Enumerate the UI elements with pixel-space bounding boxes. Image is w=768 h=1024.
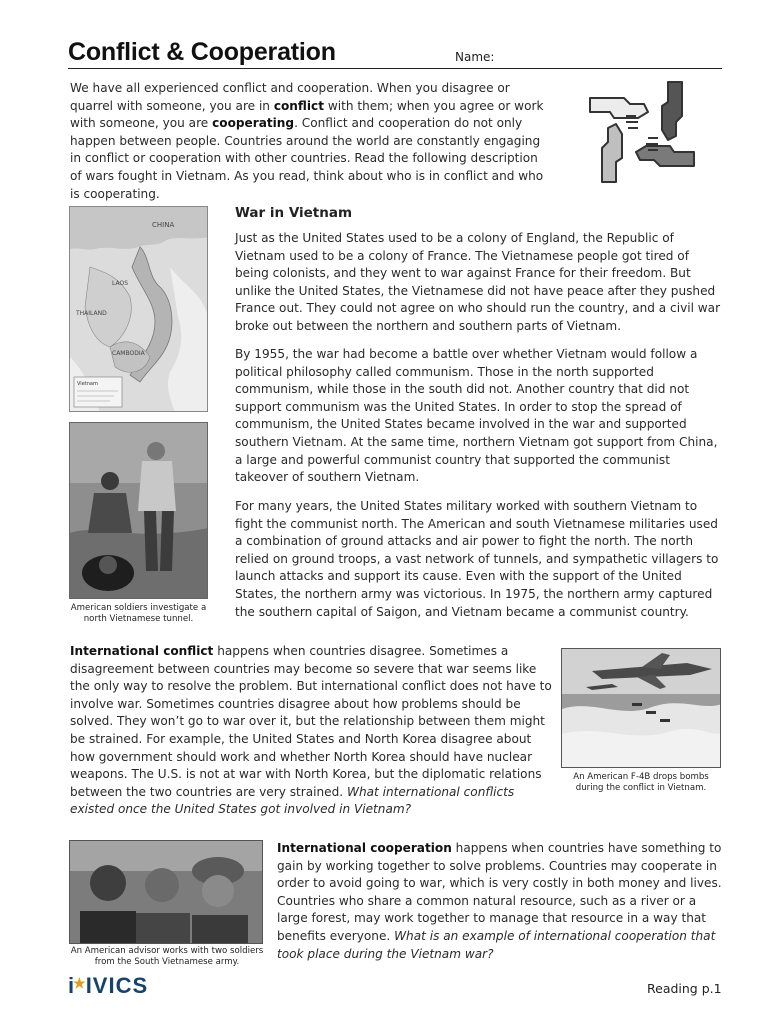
war-in-vietnam-heading: War in Vietnam (235, 205, 353, 221)
star-icon: ★ (73, 975, 87, 991)
war-paragraph-1: Just as the United States used to be a colony of England, the Republic of Vietnam used to be a colony of France. The Vietnamese people got tired of being colonists, and they went to war against France for their freedom. But unlike the United States, the Vietnamese did not have peace after they pushed France out. They could not agree on who should run the country, and a civil war broke out between the northern and southern parts of Vietnam. (235, 231, 721, 333)
advisor-caption: An American advisor works with two soldiers from the South Vietnamese army. (70, 946, 264, 967)
conflict-term: conflict (273, 98, 324, 113)
map-label-china: CHINA (152, 221, 175, 229)
cooperation-question: What is an example of international cooperation that took place during the Vietnam war? (277, 928, 716, 961)
jet-caption: An American F-4B drops bombs during the conflict in Vietnam. (573, 772, 709, 793)
international-cooperation-paragraph: International cooperation happens when countries have something to gain by working together to solve problems. Countries may cooperate in order to avoid going to war, which is very costly in both money and lives. Countries who share a common natural resource, such as a river or a large forest, may work together to manage that resource in a way that benefits everyone. What is an example of international cooperation that took place during the Vietnam war? (277, 841, 722, 961)
title-underline (68, 68, 722, 69)
f4b-jet-photo (561, 648, 721, 768)
international-cooperation-term: International cooperation (277, 841, 452, 855)
map-label-laos: LAOS (112, 280, 129, 287)
advisor-photo (69, 840, 263, 944)
international-conflict-term: International conflict (70, 644, 214, 658)
intro-paragraph: We have all experienced conflict and cooperation. When you disagree or quarrel with someone, you are in conflict with them; when you agree or work with someone, you are cooperating. Conflict and cooperation do not only happen between people. Countries around the world are constantly engaging in conflict or cooperation with other countries. Read the following description of wars fought in Vietnam. As you read, think about who is in conflict and who is cooperating. (70, 81, 544, 201)
name-label: Name: (455, 50, 495, 64)
cooperating-term: cooperating (212, 116, 295, 131)
page-title: Conflict & Cooperation (68, 38, 336, 66)
icivics-logo: i★IVICS (68, 973, 149, 998)
interlocked-hands-image (582, 78, 702, 186)
vietnam-map (69, 206, 208, 412)
war-paragraph-3: For many years, the United States military worked with southern Vietnam to fight the communist north. The American and south Vietnamese militaries used a combination of ground attacks and air power to fight the north. The north relied on ground troops, a vast network of tunnels, and sympathetic villagers to launch attacks and support its cause. Even with the support of the United States, the northern army was victorious. In 1975, the northern army captured the southern capital of Saigon, and Vietnam became a communist country. (235, 499, 719, 619)
tunnel-caption: American soldiers investigate a north Vietnamese tunnel. (70, 603, 207, 624)
international-conflict-paragraph: International conflict happens when countries disagree. Sometimes a disagreement between countries may become so severe that war seems like the only way to resolve the problem. But international conflict does not have to involve war. Sometimes countries disagree about how problems should be solved. They won’t go to war over it, but the relationship between them might be strained. For example, the United States and North Korea disagree about how government should work and whether North Korea should have nuclear weapons. The U.S. is not at war with North Korea, but the diplomatic relations between the two countries are very strained. What international conflicts existed once the United States got involved in Vietnam? (70, 644, 552, 817)
map-label-cambodia: CAMBODIA (112, 350, 145, 357)
conflict-question: What international conflicts existed once the United States got involved in Vietnam? (70, 784, 515, 817)
tunnel-photo (69, 422, 208, 599)
war-paragraph-2: By 1955, the war had become a battle over whether Vietnam would follow a political philosophy called communism. Those in the north supported communism, while those in the south did not. Another country that did not support communism was the United States. In order to stop the spread of communism, the United States became involved in the war and supported southern Vietnam. At the same time, northern Vietnam got support from China, a large and powerful communist country that supported the communist takeover of southern Vietnam. (235, 347, 718, 485)
map-label-thailand: THAILAND (76, 310, 107, 317)
page-number: Reading p.1 (647, 981, 722, 996)
map-legend-title: Vietnam (77, 381, 98, 387)
